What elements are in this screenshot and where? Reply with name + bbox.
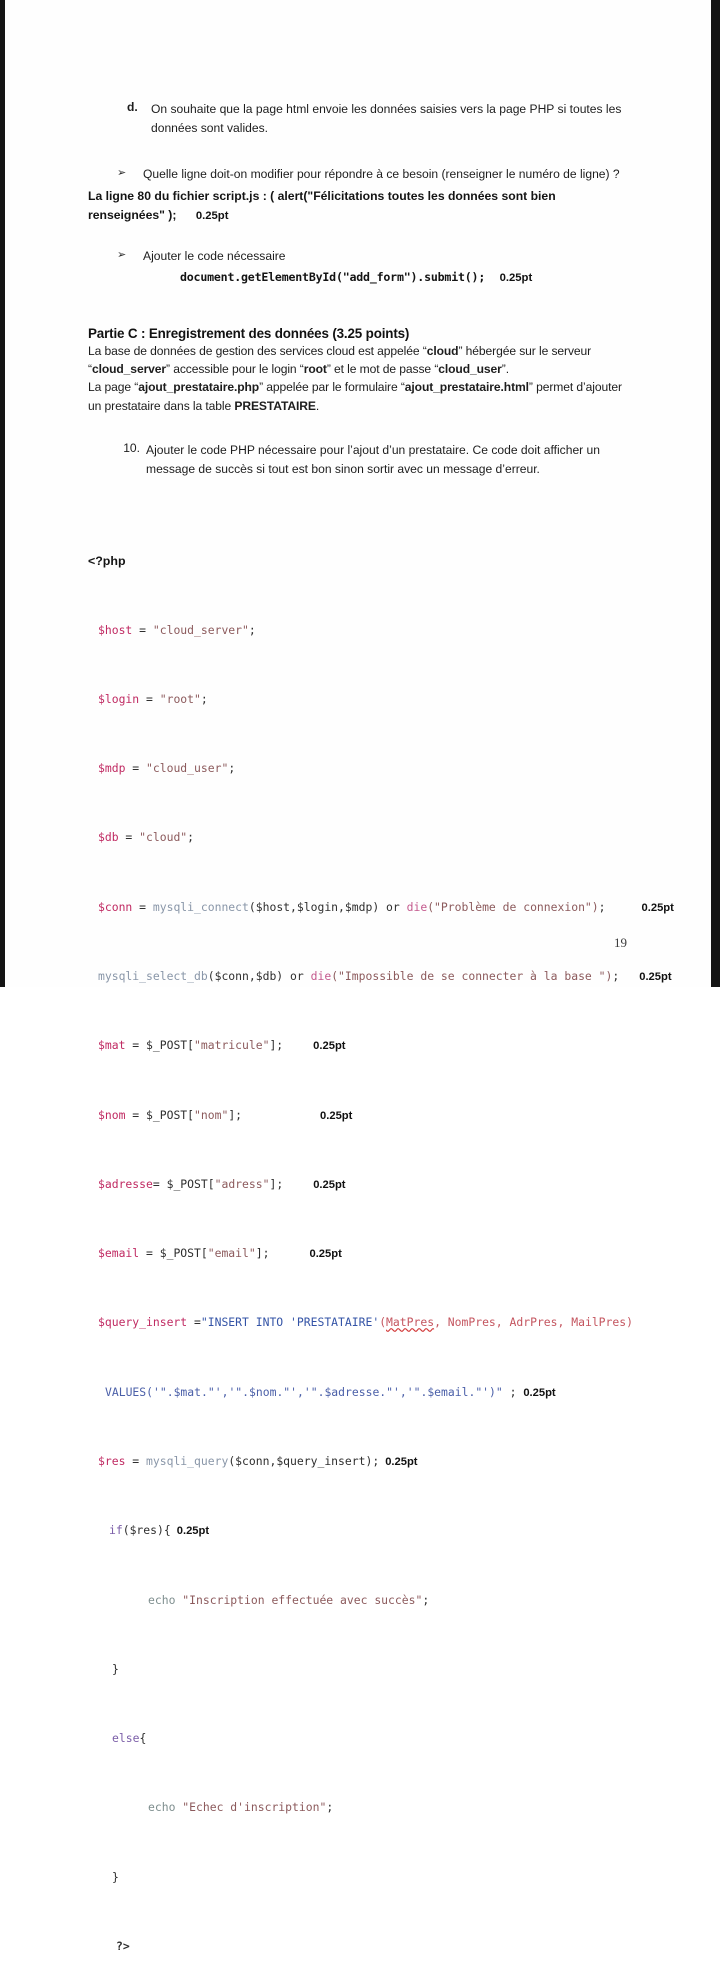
semicolon: ; (248, 622, 256, 637)
scan-edge-right (711, 0, 720, 987)
semicolon: ; (187, 830, 195, 845)
code-line-res (98, 1453, 633, 1470)
post-access: = $_POST[ (125, 1107, 195, 1122)
str-error-message: "Echec d'inscription" (182, 1800, 327, 1815)
var-db: $db (98, 830, 119, 845)
question-2 (117, 247, 633, 266)
document-page (5, 0, 711, 1953)
str-cloud-server: "cloud_server" (152, 622, 249, 637)
column-matpres: MatPres (386, 1315, 435, 1330)
str-cloud-user: "cloud_user" (146, 761, 229, 776)
section-title-partie-c: Partie C : Enregistrement des données (3.25 points) (88, 325, 410, 341)
question-1 (117, 165, 633, 184)
semicolon: ; (228, 761, 236, 776)
var-nom: $nom (98, 1107, 126, 1122)
points-badge: 0.25pt (313, 1178, 346, 1191)
op-assign: = (139, 691, 160, 706)
pc-l1-b: ” hébergée sur le serveur “ (88, 343, 592, 376)
pc-l1-d: ” et le mot de passe “ (326, 361, 439, 376)
points-badge: 0.25pt (309, 1248, 342, 1261)
comma: , (495, 1315, 510, 1330)
points-badge: 0.25pt (639, 971, 672, 983)
list-item-d (127, 100, 633, 137)
column-nompres: NomPres (447, 1315, 496, 1330)
post-access: = $_POST[ (125, 1038, 195, 1053)
keyword-echo: echo (148, 1592, 176, 1607)
code-line-db (98, 829, 633, 846)
semicolon: ; (422, 1592, 430, 1607)
var-email: $email (98, 1246, 140, 1261)
semicolon: ; (326, 1800, 334, 1815)
if-condition: ($res){ (122, 1523, 171, 1538)
var-mat: $mat (98, 1038, 126, 1053)
code-line-email (98, 1245, 633, 1262)
points-badge: 0.25pt (195, 209, 229, 222)
str-nom: "nom" (194, 1107, 229, 1122)
pc-l1-c: ” accessible pour le login “ (166, 361, 304, 376)
keyword-if: if (109, 1523, 123, 1538)
partie-c-paragraph-2 (88, 378, 633, 415)
pc-l2-d: . (315, 398, 320, 413)
code-line-conn (98, 899, 674, 916)
question-1-text: Quelle ligne doit-on modifier pour répondre à ce besoin (renseigner le numéro de ligne) ? (143, 167, 620, 182)
comma: , (557, 1315, 572, 1330)
password-value: cloud_user (438, 361, 502, 376)
conn-args: ($host,$login,$mdp) or (248, 899, 407, 914)
comma: , (434, 1315, 448, 1330)
list-marker: 10. (123, 441, 140, 456)
fn-mysqli-query: mysqli_query (146, 1453, 229, 1468)
op-assign: = (132, 622, 153, 637)
list-item-10 (114, 441, 633, 478)
post-access: = $_POST[ (152, 1176, 215, 1191)
question-2-code: document.getElementById("add_form").submit(); (180, 269, 486, 284)
code-line-mat (98, 1037, 633, 1054)
code-line-nom (98, 1107, 633, 1124)
arrow-bullet-icon: ➢ (117, 249, 127, 261)
page-number: 19 (614, 935, 627, 950)
php-open-tag: <?php (88, 554, 126, 569)
bracket-close: ]; (269, 1038, 284, 1053)
points-badge: 0.25pt (176, 1525, 210, 1538)
list-marker: d. (127, 100, 138, 114)
page-content (88, 100, 674, 1974)
op-assign: = (118, 830, 140, 845)
points-badge: 0.25pt (523, 1386, 556, 1399)
partie-c-paragraph-1 (88, 342, 633, 379)
brace-close: } (112, 1661, 119, 1676)
semicolon: ; (612, 969, 620, 983)
db-name: cloud (426, 343, 459, 358)
points-badge: 0.25pt (499, 271, 533, 284)
str-conn-error: ("Problème de connexion") (427, 899, 599, 914)
code-line-adresse (98, 1176, 633, 1193)
points-badge: 0.25pt (320, 1109, 353, 1122)
str-select-error: ("Impossible de se connecter à la base ") (331, 969, 613, 983)
code-line-close-brace-1 (112, 1661, 633, 1678)
points-badge: 0.25pt (641, 901, 674, 914)
op-assign: = (125, 761, 147, 776)
str-success-message: "Inscription effectuée avec succès" (182, 1592, 423, 1607)
var-host: $host (98, 622, 133, 637)
keyword-else: else (112, 1731, 140, 1746)
quote-open: " (200, 1315, 208, 1330)
php-close-tag: ?> (116, 1938, 130, 1953)
question-2-text: Ajouter le code nécessaire (143, 249, 286, 263)
sql-values: VALUES('".$mat."','".$nom."','".$adresse."','".$email."')" (105, 1384, 503, 1399)
list-item-text: On souhaite que la page html envoie les données saisies vers la page PHP si toutes les données sont valides. (151, 102, 622, 135)
code-line-open-tag (88, 552, 633, 569)
space (175, 1800, 182, 1814)
points-badge: 0.25pt (313, 1040, 346, 1053)
values-tail: ; (502, 1384, 524, 1399)
var-login: $login (98, 691, 140, 706)
code-line-mdp (98, 760, 633, 777)
post-access: = $_POST[ (139, 1246, 208, 1261)
code-line-if (109, 1522, 633, 1539)
bracket-close: ]; (269, 1176, 284, 1191)
html-file-name: ajout_prestataire.html (404, 380, 529, 395)
semicolon: ; (598, 899, 606, 914)
code-line-echo-success (148, 1592, 633, 1609)
fn-mysqli-select-db: mysqli_select_db (98, 969, 208, 983)
sql-insert-into: INSERT INTO 'PRESTATAIRE' (207, 1315, 380, 1330)
code-line-else (112, 1730, 633, 1747)
op-assign: = (125, 1453, 147, 1468)
fn-die: die (310, 969, 332, 983)
code-line-close-brace-2 (112, 1869, 633, 1886)
bracket-close: ]; (228, 1107, 243, 1122)
code-line-select-db (98, 968, 672, 985)
fn-mysqli-connect: mysqli_connect (152, 899, 249, 914)
query-args: ($conn,$query_insert); (228, 1453, 380, 1468)
table-name: PRESTATAIRE (234, 398, 316, 413)
pc-l1-e: ”. (501, 361, 509, 376)
code-line-echo-error (148, 1799, 633, 1816)
question-2-answer (180, 268, 633, 286)
code-line-query-insert (98, 1314, 633, 1331)
var-res: $res (98, 1453, 126, 1468)
points-badge: 0.25pt (385, 1455, 418, 1468)
list-item-text: Ajouter le code PHP nécessaire pour l’ajout d’un prestataire. Ce code doit afficher un message de succès si tout est bon sinon sortir avec un message d’erreur. (146, 443, 601, 476)
login-name: root (303, 361, 327, 376)
question-1-answer (88, 187, 633, 225)
code-line-close-tag (116, 1938, 633, 1955)
op-assign: = (132, 899, 153, 914)
pc-l2-a: La page “ (88, 380, 139, 395)
code-line-values (105, 1384, 633, 1401)
var-conn: $conn (98, 899, 133, 914)
php-file-name: ajout_prestataire.php (138, 380, 260, 395)
pc-l1-a: La base de données de gestion des services cloud est appelée “ (88, 343, 427, 358)
question-1-answer-text: La ligne 80 du fichier script.js : ( alert("Félicitations toutes les données sont bien renseignées" ); (88, 188, 556, 222)
code-line-login (98, 691, 633, 708)
column-adrpres: AdrPres (509, 1315, 558, 1330)
semicolon: ; (200, 691, 208, 706)
var-query-insert: $query_insert (98, 1315, 188, 1330)
code-line-host (98, 622, 633, 639)
select-args: ($conn,$db) or (207, 969, 311, 983)
pc-l2-b: ” appelée par le formulaire “ (259, 380, 405, 395)
server-name: cloud_server (91, 361, 167, 376)
str-cloud: "cloud" (139, 830, 188, 845)
var-adresse: $adresse (98, 1176, 153, 1191)
column-mailpres: MailPres (571, 1315, 627, 1330)
bracket-close: ]; (255, 1246, 270, 1261)
str-root: "root" (159, 691, 201, 706)
brace-open: { (139, 1731, 147, 1746)
str-email: "email" (207, 1246, 256, 1261)
paren-open: ( (379, 1315, 387, 1330)
str-adress: "adress" (214, 1176, 270, 1191)
php-code-block (88, 500, 674, 1974)
op-assign: = (187, 1315, 201, 1330)
fn-die: die (406, 899, 428, 914)
keyword-echo: echo (148, 1800, 176, 1815)
str-matricule: "matricule" (194, 1038, 270, 1053)
var-mdp: $mdp (98, 761, 126, 776)
space (175, 1593, 182, 1607)
pc-l2-c: ” permet d’ajouter un prestataire dans la table (88, 380, 622, 413)
brace-close: } (112, 1869, 119, 1884)
paren-close: ) (626, 1315, 633, 1330)
arrow-bullet-icon: ➢ (117, 167, 127, 180)
